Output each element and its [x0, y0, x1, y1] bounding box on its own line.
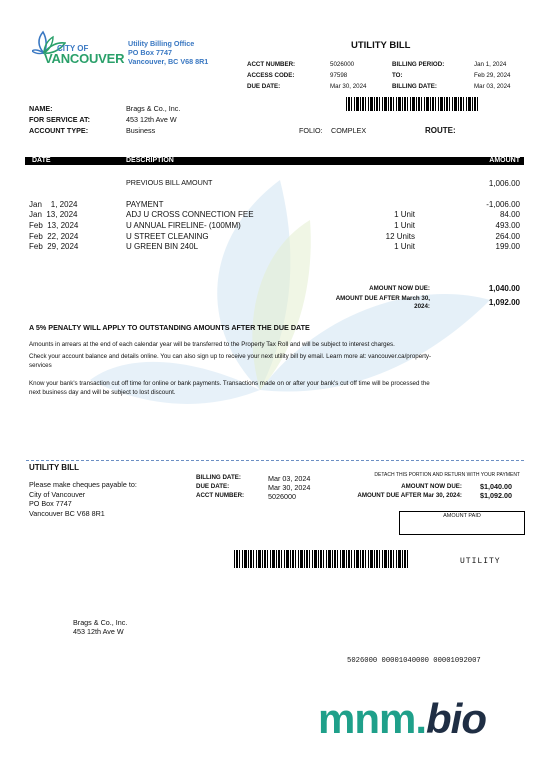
- detach-line: [26, 460, 524, 461]
- due-date: Mar 30, 2024: [330, 83, 367, 90]
- due-date-label: DUE DATE:: [247, 83, 281, 90]
- stub-after: $1,092.00: [480, 491, 512, 500]
- stub-now-due-label: AMOUNT NOW DUE:: [401, 483, 462, 490]
- stub-acct: 5026000: [268, 492, 296, 501]
- row-description: U STREET CLEANING: [126, 232, 209, 241]
- row-amount: -1,006.00: [486, 200, 520, 209]
- previous-bill-amount: 1,006.00: [488, 179, 520, 188]
- stub-due-date-label: DUE DATE:: [196, 483, 230, 490]
- to-label: TO:: [392, 72, 403, 79]
- mail-address-1: Brags & Co., Inc.: [73, 618, 128, 627]
- penalty-notice: A 5% PENALTY WILL APPLY TO OUTSTANDING AMOUNTS AFTER THE DUE DATE: [29, 323, 310, 332]
- route-label: ROUTE:: [425, 126, 456, 135]
- notice-bank-2: next business day and will be subject to lost discount.: [29, 389, 176, 396]
- amount-after: 1,092.00: [488, 298, 520, 307]
- row-amount: 493.00: [495, 221, 520, 230]
- service-label: FOR SERVICE AT:: [29, 115, 90, 124]
- billing-period-label: BILLING PERIOD:: [392, 61, 445, 68]
- stub-due-date: Mar 30, 2024: [268, 483, 311, 492]
- row-amount: 199.00: [495, 242, 520, 251]
- brand-mnm: mnm.: [318, 695, 427, 742]
- folio-label: FOLIO:: [299, 126, 323, 135]
- notice-arrears: Amounts in arrears at the end of each calendar year will be transferred to the Property Tax Roll and will be subject to interest charges.: [29, 341, 395, 348]
- amount-now-due-label: AMOUNT NOW DUE:: [369, 285, 430, 292]
- col-amount: AMOUNT: [489, 157, 520, 164]
- acct-number-label: ACCT NUMBER:: [247, 61, 296, 68]
- stub-barcode: [234, 550, 410, 568]
- row-date: Jan 13, 2024: [29, 210, 78, 219]
- notice-bank-1: Know your bank's transaction cut off time for online or bank payments. Transactions made on or after your bank's cut off time will be processed the: [29, 380, 430, 387]
- row-date: Feb 13, 2024: [29, 221, 79, 230]
- amount-after-label-2: 2024:: [414, 303, 430, 310]
- logo-vancouver: VANCOUVER: [44, 51, 125, 66]
- name-label: NAME:: [29, 104, 53, 113]
- to-date: Feb 29, 2024: [474, 72, 511, 79]
- amount-now-due: 1,040.00: [488, 284, 520, 293]
- notice-online-1: Check your account balance and details online. You can also sign up to receive your next utility bill by email. Learn more at: vancouver.ca/property-: [29, 353, 432, 360]
- office-box: PO Box 7747: [128, 48, 172, 57]
- table-header: [25, 157, 524, 165]
- stub-utility-code: UTILITY: [460, 557, 501, 566]
- acct-number: 5026000: [330, 61, 355, 68]
- amount-paid-box[interactable]: [399, 511, 525, 535]
- stub-acct-label: ACCT NUMBER:: [196, 492, 245, 499]
- payee-line-1: City of Vancouver: [29, 490, 86, 499]
- page-title: UTILITY BILL: [351, 40, 411, 51]
- notice-online-2: services: [29, 362, 52, 369]
- account-barcode: [346, 97, 480, 111]
- folio-value: COMPLEX: [331, 126, 367, 135]
- amount-paid-label: AMOUNT PAID: [443, 513, 481, 519]
- row-quantity: 1 Unit: [394, 242, 415, 251]
- office-address: Vancouver, BC V68 8R1: [128, 57, 209, 66]
- service-address: 453 12th Ave W: [126, 115, 177, 124]
- stub-billing-date-label: BILLING DATE:: [196, 474, 241, 481]
- row-quantity: 1 Unit: [394, 210, 415, 219]
- customer-name: Brags & Co., Inc.: [126, 104, 181, 113]
- ocr-line: 5026000 00001040000 00001092007: [347, 657, 481, 665]
- office-name: Utility Billing Office: [128, 39, 195, 48]
- logo-city-of: CITY OF: [57, 44, 89, 53]
- brand-bio: bio: [426, 695, 486, 742]
- payee-line-2: PO Box 7747: [29, 499, 72, 508]
- row-amount: 84.00: [499, 210, 520, 219]
- row-description: ADJ U CROSS CONNECTION FEE: [126, 210, 254, 219]
- row-date: Feb 22, 2024: [29, 232, 79, 241]
- cheques-payable: Please make cheques payable to:: [29, 480, 137, 489]
- billing-date-label: BILLING DATE:: [392, 83, 437, 90]
- row-date: Feb 29, 2024: [29, 242, 79, 251]
- row-quantity: 1 Unit: [394, 221, 415, 230]
- access-code-label: ACCESS CODE:: [247, 72, 295, 79]
- billing-date: Mar 03, 2024: [474, 83, 511, 90]
- mnm-bio-brand: [318, 697, 486, 741]
- account-type: Business: [126, 126, 156, 135]
- stub-title: UTILITY BILL: [29, 463, 80, 472]
- billing-period: Jan 1, 2024: [474, 61, 507, 68]
- detach-instruction: DETACH THIS PORTION AND RETURN WITH YOUR PAYMENT: [374, 472, 520, 478]
- row-description: U GREEN BIN 240L: [126, 242, 199, 251]
- row-amount: 264.00: [495, 232, 520, 241]
- row-quantity: 12 Units: [385, 232, 415, 241]
- payee-line-3: Vancouver BC V68 8R1: [29, 509, 105, 518]
- stub-billing-date: Mar 03, 2024: [268, 474, 311, 483]
- mail-address-2: 453 12th Ave W: [73, 627, 124, 636]
- col-description: DESCRIPTION: [126, 157, 174, 164]
- row-date: Jan 1, 2024: [29, 200, 78, 209]
- row-description: U ANNUAL FIRELINE- (100MM): [126, 221, 241, 230]
- stub-now-due: $1,040.00: [480, 482, 512, 491]
- account-type-label: ACCOUNT TYPE:: [29, 126, 89, 135]
- access-code: 97598: [330, 72, 348, 79]
- amount-after-label-1: AMOUNT DUE AFTER March 30,: [335, 295, 430, 302]
- stub-after-label: AMOUNT DUE AFTER Mar 30, 2024:: [357, 492, 462, 499]
- previous-bill-label: PREVIOUS BILL AMOUNT: [126, 178, 213, 187]
- col-date: DATE: [32, 157, 51, 164]
- row-description: PAYMENT: [126, 200, 164, 209]
